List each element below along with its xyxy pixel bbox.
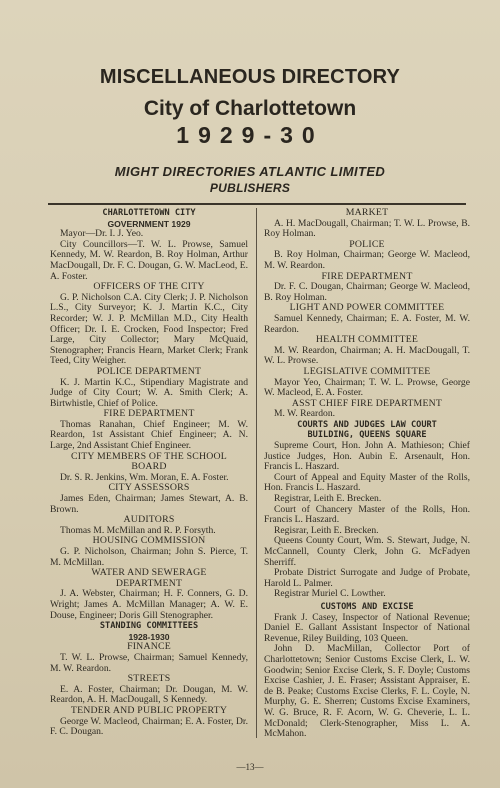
section-heading: HEALTH COMMITTEE [315, 334, 419, 346]
entry-text: K. J. Martin K.C., Stipendiary Magistrate and Judge of City Court; W. A. Smith Clerk; A. Birtwhistle, Chief of Police. [50, 376, 248, 409]
entry-text: Supreme Court, Hon. John A. Mathieson; Chief Justice Judges, Hon. Aubin E. Arsenault, Hon. Francis L. Haszard. [264, 440, 470, 473]
city-title: City of Charlottetown [143, 97, 357, 120]
entry-text: Probate District Surrogate and Judge of Probate, Harold L. Palmer. [264, 567, 470, 589]
year-title: 1929-30 [176, 122, 324, 148]
entry-text: City Councillors—T. W. L. Prowse, Samuel Kennedy, M. W. Reardon, B. Roy Holman, Arthur MacDougall, Dr. F. C. Dougan, G. W. MacLeod, E. A. Foster. [50, 238, 248, 282]
page-number: —13— [236, 762, 264, 772]
directory-title: MISCELLANEOUS DIRECTORY [99, 66, 401, 88]
column-divider [256, 208, 257, 738]
section-heading: BOARD [131, 461, 167, 473]
entry-text: M. W. Reardon. [274, 408, 336, 420]
entry-text: Queens County Court, Wm. S. Stewart, Judge, N. McCannell, County Clerk, John G. McFadyen Sherriff. [264, 535, 470, 568]
entry-text: Registrar Muriel C. Lowther. [274, 588, 386, 600]
entry-text: Court of Appeal and Equity Master of the Rolls, Hon. Francis L. Haszard. [264, 471, 470, 494]
publisher-name: MIGHT DIRECTORIES ATLANTIC LIMITED [114, 164, 386, 179]
right-column [264, 208, 470, 740]
section-heading: LIGHT AND POWER COMMITTEE [289, 302, 445, 314]
entry-text: M. W. Reardon, Chairman; A. H. MacDougall, T. W. L. Prowse. [264, 344, 470, 367]
entry-text: G. P. Nicholson C.A. City Clerk; J. P. Nicholson L.S., City Surveyor; K. J. Martin K.C., City Recorder; W. J. P. McMillan M.D., City Health Officer; Dr. I. E. Crocken, Food Inspector; Fred Large, City Collector; Mary McQuaid, Stenographer; Francis Hearn, Market Clerk; Frank Teed, City Weigher. [50, 291, 248, 367]
section-heading: 1928-1930 [128, 631, 170, 642]
left-column [50, 208, 248, 738]
section-heading: ASST CHIEF FIRE DEPARTMENT [291, 397, 443, 409]
section-heading: HOUSING COMMISSION [92, 535, 206, 547]
entry-text: John D. MacMillan, Collector Port of Charlottetown; Senior Customs Excise Clerk, L. W. Goodwin; Senior Excise Clerk, S. F. Doyle; Customs Excise Cashier, J. E. Fraser; Assistant Appraiser, E. de B. Peake; Customs Excise Clerks, F. L. Coyle, N. Murphy, G. E. Sherren; Customs Excise Examiners, W. G. Bruce, R. F. Acorn, W. G. Cheverie, L. L. McDonald; Clerk-Stenographer, Miss L. A. McMahon. [264, 643, 470, 740]
entry-text: J. A. Webster, Chairman; H. F. Conners, G. D. Wright; James A. McMillan Manager; A. W. E. Douse, Engineer; Doris Gill Stenographer. [50, 588, 248, 621]
section-heading: STANDING COMMITTEES [99, 621, 199, 632]
section-heading: WATER AND SEWERAGE [91, 567, 207, 579]
section-heading: LEGISLATIVE COMMITTEE [303, 365, 431, 377]
publisher-label: PUBLISHERS [209, 181, 291, 195]
entry-text: Court of Chancery Master of the Rolls, Hon. Francis L. Haszard. [264, 503, 470, 526]
section-heading: FIRE DEPARTMENT [103, 408, 195, 420]
section-heading: DEPARTMENT [115, 577, 183, 589]
entry-text: G. P. Nicholson, Chairman; John S. Pierce, T. M. McMillan. [50, 546, 248, 568]
section-heading: AUDITORS [123, 514, 175, 526]
section-heading: CUSTOMS AND EXCISE [320, 601, 414, 612]
section-heading: FINANCE [127, 641, 171, 653]
entry-text: Regisrar, Leith E. Brecken. [274, 524, 379, 536]
entry-text: James Eden, Chairman; James Stewart, A. B. Brown. [50, 493, 248, 515]
entry-text: George W. Macleod, Chairman; E. A. Foster, Dr. F. C. Dougan. [50, 715, 248, 738]
section-heading: MARKET [345, 207, 389, 218]
entry-text: A. H. MacDougall, Chairman; T. W. L. Prowse, B. Roy Holman. [264, 217, 470, 240]
section-heading: FIRE DEPARTMENT [321, 270, 413, 282]
section-heading: GOVERNMENT 1929 [107, 218, 191, 229]
section-heading: BUILDING, QUEENS SQUARE [307, 430, 427, 441]
section-heading: CHARLOTTETOWN CITY [102, 208, 196, 218]
entry-text: Mayor—Dr. I. J. Yeo. [60, 228, 144, 240]
section-heading: COURTS AND JUDGES LAW COURT [297, 419, 437, 430]
section-heading: POLICE [349, 238, 385, 250]
top-divider [48, 203, 466, 205]
entry-text: B. Roy Holman, Chairman; George W. Macleod, M. W. Reardon. [264, 249, 470, 271]
entry-text: T. W. L. Prowse, Chairman; Samuel Kennedy, M. W. Reardon. [50, 651, 248, 674]
section-heading: CITY ASSESSORS [108, 482, 190, 494]
section-heading: OFFICERS OF THE CITY [93, 281, 205, 293]
section-heading: CITY MEMBERS OF THE SCHOOL [71, 450, 227, 462]
section-heading: POLICE DEPARTMENT [96, 365, 202, 377]
section-heading: TENDER AND PUBLIC PROPERTY [70, 704, 228, 716]
entry-text: Dr. F. C. Dougan, Chairman; George W. Macleod, B. Roy Holman. [264, 281, 470, 303]
entry-text: Dr. S. R. Jenkins, Wm. Moran, E. A. Foster. [60, 471, 229, 483]
entry-text: Registrar, Leith E. Brecken. [274, 493, 382, 505]
entry-text: Thomas Ranahan, Chief Engineer; M. W. Reardon, 1st Assistant Chief Engineer; A. N. Large, 2nd Assistant Chief Engineer. [50, 418, 248, 452]
entry-text: Samuel Kennedy, Chairman; E. A. Foster, M. W. Reardon. [264, 312, 470, 335]
section-heading: STREETS [127, 673, 171, 685]
entry-text: E. A. Foster, Chairman; Dr. Dougan, M. W. Reardon, A. H. MacDougall, S Kennedy. [50, 683, 248, 706]
entry-text: Thomas M. McMillan and R. P. Forsyth. [60, 524, 216, 536]
entry-text: Frank J. Casey, Inspector of National Revenue; Daniel E. Gallant Assistant Inspector of National Revenue, Riley Building, 103 Queen. [264, 611, 470, 644]
entry-text: Mayor Yeo, Chairman; T. W. L. Prowse, George W. Macleod, E. A. Foster. [264, 376, 470, 399]
